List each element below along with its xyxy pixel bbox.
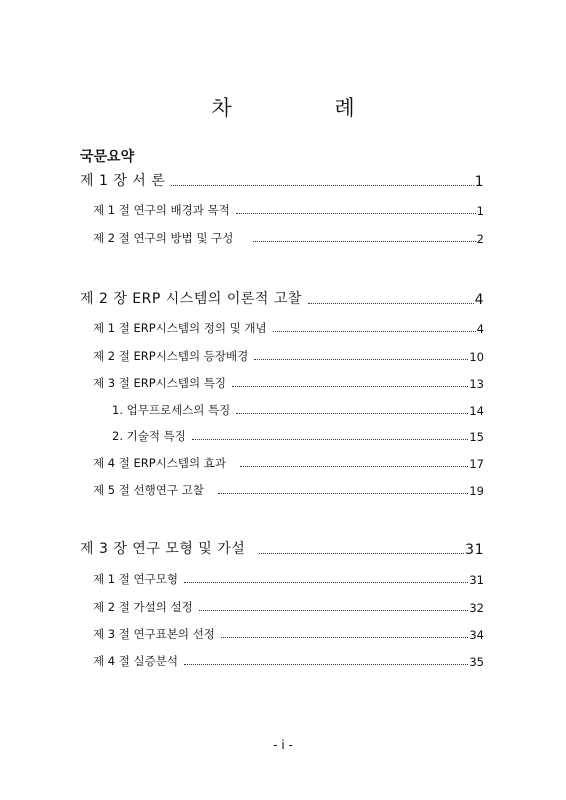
leader-dots	[254, 359, 468, 360]
toc-page: 34	[469, 628, 484, 642]
page-title: 차 례	[211, 96, 403, 120]
toc-label: 2. 기술적 특징	[112, 429, 186, 443]
leader-dots	[236, 413, 468, 414]
toc-section-3-1	[93, 571, 484, 587]
leader-dots	[273, 331, 476, 332]
toc-label: 제 5 절 선행연구 고찰	[93, 483, 204, 497]
page-number-footer: - i -	[273, 738, 293, 752]
toc-page: 32	[469, 601, 484, 615]
leader-dots	[240, 466, 468, 467]
toc-chapter-3	[80, 538, 484, 558]
toc-section-2-5	[93, 482, 484, 498]
leader-dots	[259, 553, 464, 554]
leader-dots	[184, 582, 468, 583]
toc-section-3-2	[93, 599, 484, 615]
leader-dots	[221, 637, 468, 638]
toc-page: 31	[465, 542, 484, 558]
leader-dots	[199, 610, 469, 611]
toc-label: 제 4 절 ERP시스템의 효과	[93, 456, 227, 470]
leader-dots	[171, 185, 473, 186]
summary-label: 국문요약	[80, 149, 135, 165]
toc-label: 제 2 절 ERP시스템의 등장배경	[93, 349, 249, 363]
toc-subsection-2-3-2	[112, 428, 484, 444]
toc-label: 제 1 장 서 론	[80, 173, 166, 189]
toc-page: 15	[469, 430, 484, 444]
toc-label: 제 2 절 연구의 방법 및 구성	[93, 231, 234, 245]
toc-page: 10	[469, 350, 484, 364]
toc-section-3-3	[93, 626, 484, 642]
toc-section-2-4	[93, 455, 484, 471]
toc-label: 제 3 절 연구표본의 선정	[93, 627, 215, 641]
leader-dots	[308, 303, 474, 304]
leader-dots	[192, 439, 469, 440]
toc-page: 31	[469, 573, 484, 587]
toc-page: 4	[474, 292, 484, 308]
toc-label: 제 3 장 연구 모형 및 가설	[80, 541, 246, 557]
toc-page: 1	[476, 204, 484, 218]
toc-label: 제 3 절 ERP시스템의 특징	[93, 376, 227, 390]
toc-section-2-3	[93, 375, 484, 391]
toc-label: 1. 업무프로세스의 특징	[112, 403, 231, 417]
leader-dots	[232, 386, 468, 387]
toc-page: 13	[469, 377, 484, 391]
leader-dots	[253, 241, 475, 242]
toc-page: 4	[476, 322, 484, 336]
toc-label: 제 2 장 ERP 시스템의 이론적 고찰	[80, 291, 302, 307]
toc-section-1-2	[93, 230, 484, 246]
toc-section-2-1	[93, 320, 484, 336]
toc-label: 제 1 절 연구의 배경과 목적	[93, 203, 230, 217]
toc-label: 제 1 절 ERP시스템의 정의 및 개념	[93, 321, 267, 335]
leader-dots	[184, 664, 468, 665]
leader-dots	[236, 213, 476, 214]
toc-page: 19	[469, 484, 484, 498]
toc-page: 17	[469, 457, 484, 471]
toc-section-3-4	[93, 653, 484, 669]
toc-page: 14	[469, 404, 484, 418]
leader-dots	[218, 493, 469, 494]
toc-label: 제 2 절 가설의 설정	[93, 600, 193, 614]
toc-page: 2	[476, 232, 484, 246]
toc-chapter-2	[80, 288, 484, 308]
toc-section-1-1	[93, 202, 484, 218]
toc-page: 35	[469, 655, 484, 669]
toc-label: 제 4 절 실증분석	[93, 654, 178, 668]
toc-chapter-1	[80, 170, 484, 190]
toc-page: 1	[474, 174, 484, 190]
toc-subsection-2-3-1	[112, 402, 484, 418]
toc-section-2-2	[93, 348, 484, 364]
toc-label: 제 1 절 연구모형	[93, 572, 178, 586]
